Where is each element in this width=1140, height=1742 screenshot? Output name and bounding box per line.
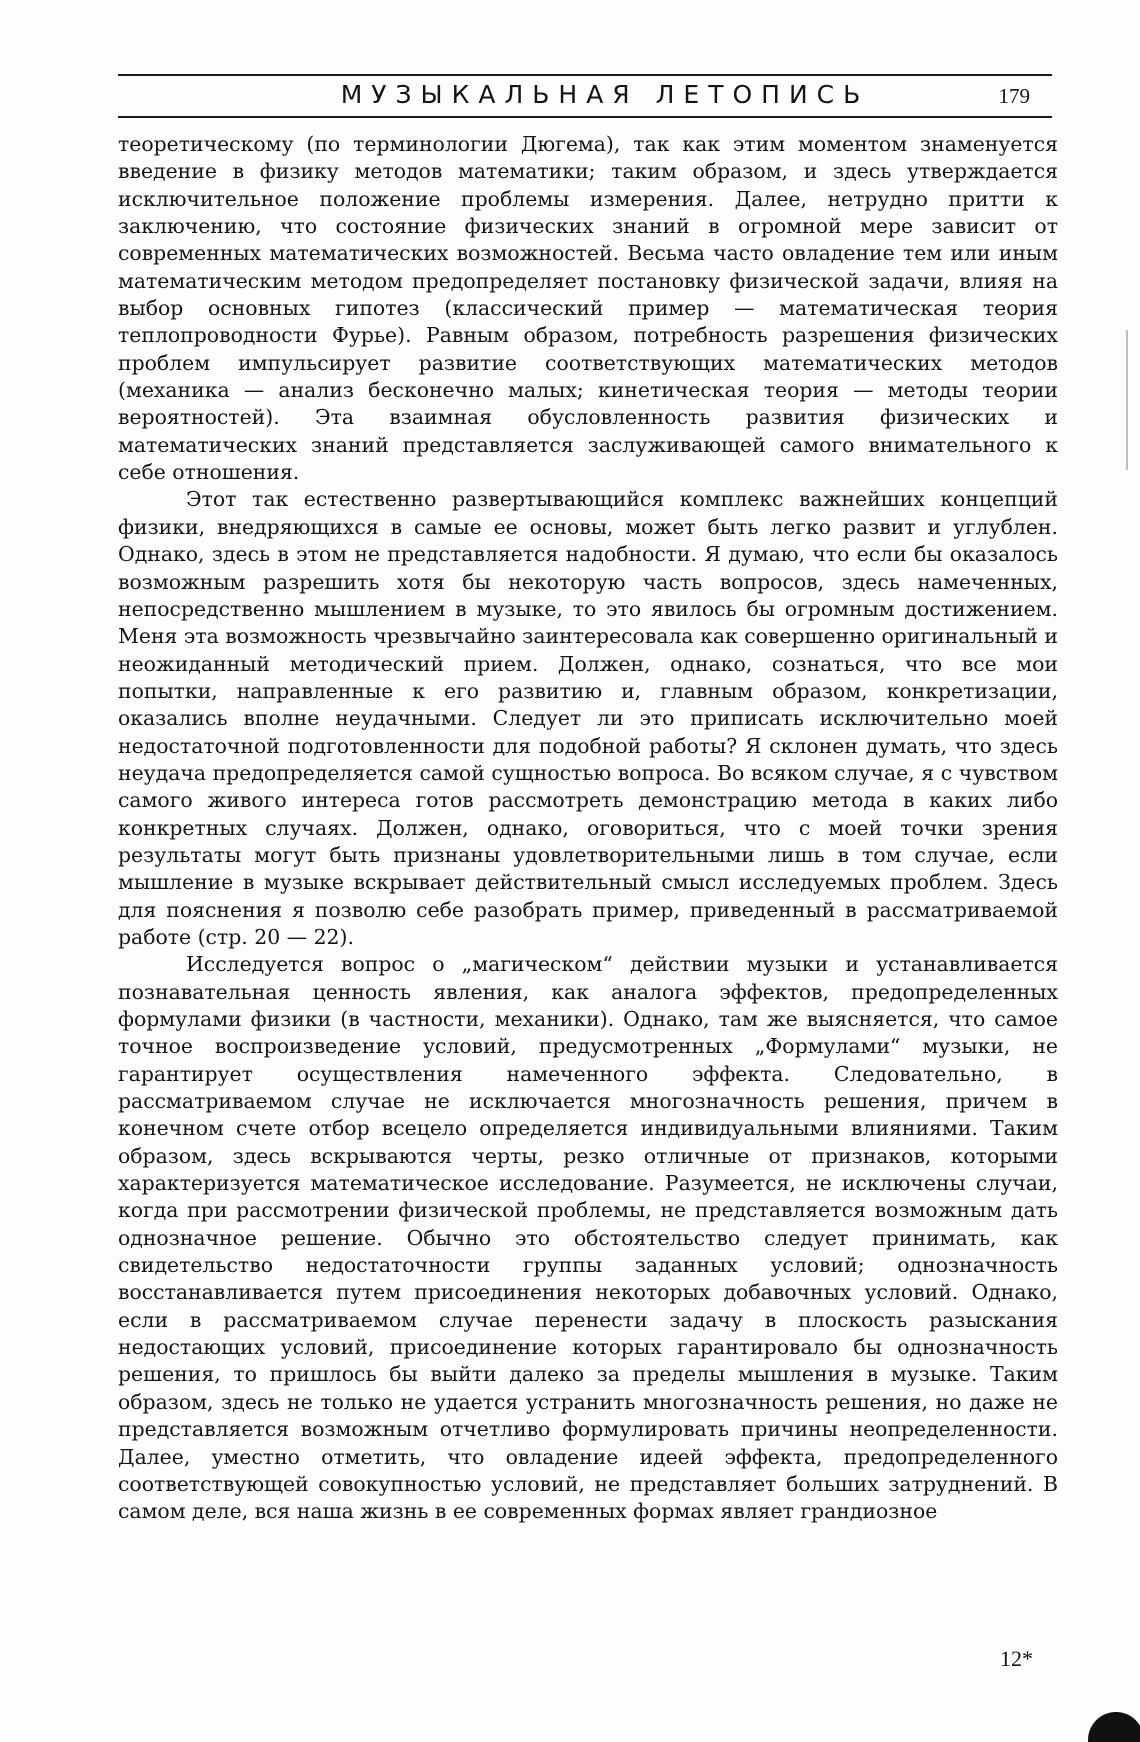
scan-edge-line [1126, 330, 1128, 470]
corner-smudge [1088, 1712, 1140, 1742]
page-number: 179 [998, 84, 1030, 108]
paragraph-2: Этот так естественно развертывающийся комплекс важнейших концепций физики, внедряющихся в самые ее основы, может быть легко развит и углублен. Однако, здесь в этом не представляется надобности. Я думаю, что если бы оказалось возможным разрешить хотя бы некоторую часть вопросов, здесь намеченных, непосредственно мышлением в музыке, то это явилось бы огромным достижением. Меня эта возможность чрезвычайно заинтересовала как совершенно оригинальный и неожиданный методический прием. Должен, однако, сознаться, что все мои попытки, направленные к его развитию и, главным образом, конкретизации, оказались вполне неудачными. Следует ли это приписать исключительно моей недостаточной подготовленности для подобной работы? Я склонен думать, что здесь неудача предопределяется самой сущностью вопроса. Во всяком случае, я с чувством самого живого интереса готов рассмотреть демонстрацию метода в каких либо конкретных случаях. Должен, однако, оговориться, что с моей точки зрения результаты могут быть признаны удовлетворительными лишь в том случае, если мышление в музыке вскрывает действительный смысл исследуемых проблем. Здесь для пояснения я позволю себе разобрать пример, приведенный в рассматриваемой работе (стр. 20 — 22). [118, 487, 1058, 949]
paragraph-1: теоретическому (по терминологии Дюгема), так как этим моментом знаменуется введение в физику методов математики; таким образом, и здесь утверждается исключительное положение проблемы измерения. Далее, нетрудно притти к заключению, что состояние физических знаний в огромной мере зависит от современных математических возможностей. Весьма часто овладение тем или иным математическим методом предопределяет постановку физической задачи, влияя на выбор основных гипотез (классический пример — математическая теория теплопроводности Фурье). Равным образом, потребность разрешения физических проблем импульсирует развитие соответствующих математических методов (механика — анализ бесконечно малых; кинетическая теория — методы теории вероятностей). Эта взаимная обусловленность развития физических и математических знаний представляется заслуживающей самого внимательного к себе отношения. [118, 132, 1058, 485]
body-text [118, 131, 1058, 1526]
paragraph-3: Исследуется вопрос о „магическом“ действии музыки и устанавливается познавательная ценность явления, как аналога эффектов, предопределенных формулами физики (в частности, механики). Однако, там же выясняется, что самое точное воспроизведение условий, предусмотренных „Формулами“ музыки, не гарантирует осуществления намеченного эффекта. Следовательно, в рассматриваемом случае не исключается многозначность решения, причем в конечном счете отбор всецело определяется индивидуальными влияниями. Таким образом, здесь вскрываются черты, резко отличные от признаков, которыми характеризуется математическое исследование. Разумеется, не исключены случаи, когда при рассмотрении физической проблемы, не представляется возможным дать однозначное решение. Обычно это обстоятельство следует принимать, как свидетельство недостаточности группы заданных условий; однозначность восстанавливается путем присоединения некоторых добавочных условий. Однако, если в рассматриваемом случае перенести задачу в плоскость разыскания недостающих условий, присоединение которых гарантировало бы однозначность решения, то пришлось бы выйти далеко за пределы мышления в музыке. Таким образом, здесь не только не удается устранить многозначность решения, но даже не представляется возможным отчетливо формулировать причины неопределенности. Далее, уместно отметить, что овладение идеей эффекта, предопределенного соответствующей совокупностью условий, не представляет больших затруднений. В самом деле, вся наша жизнь в ее современных формах являет грандиозное [118, 952, 1058, 1524]
running-title: МУЗЫКАЛЬНАЯ ЛЕТОПИСЬ [340, 80, 870, 109]
running-header [118, 74, 1052, 118]
signature-mark: 12* [1000, 1646, 1033, 1671]
